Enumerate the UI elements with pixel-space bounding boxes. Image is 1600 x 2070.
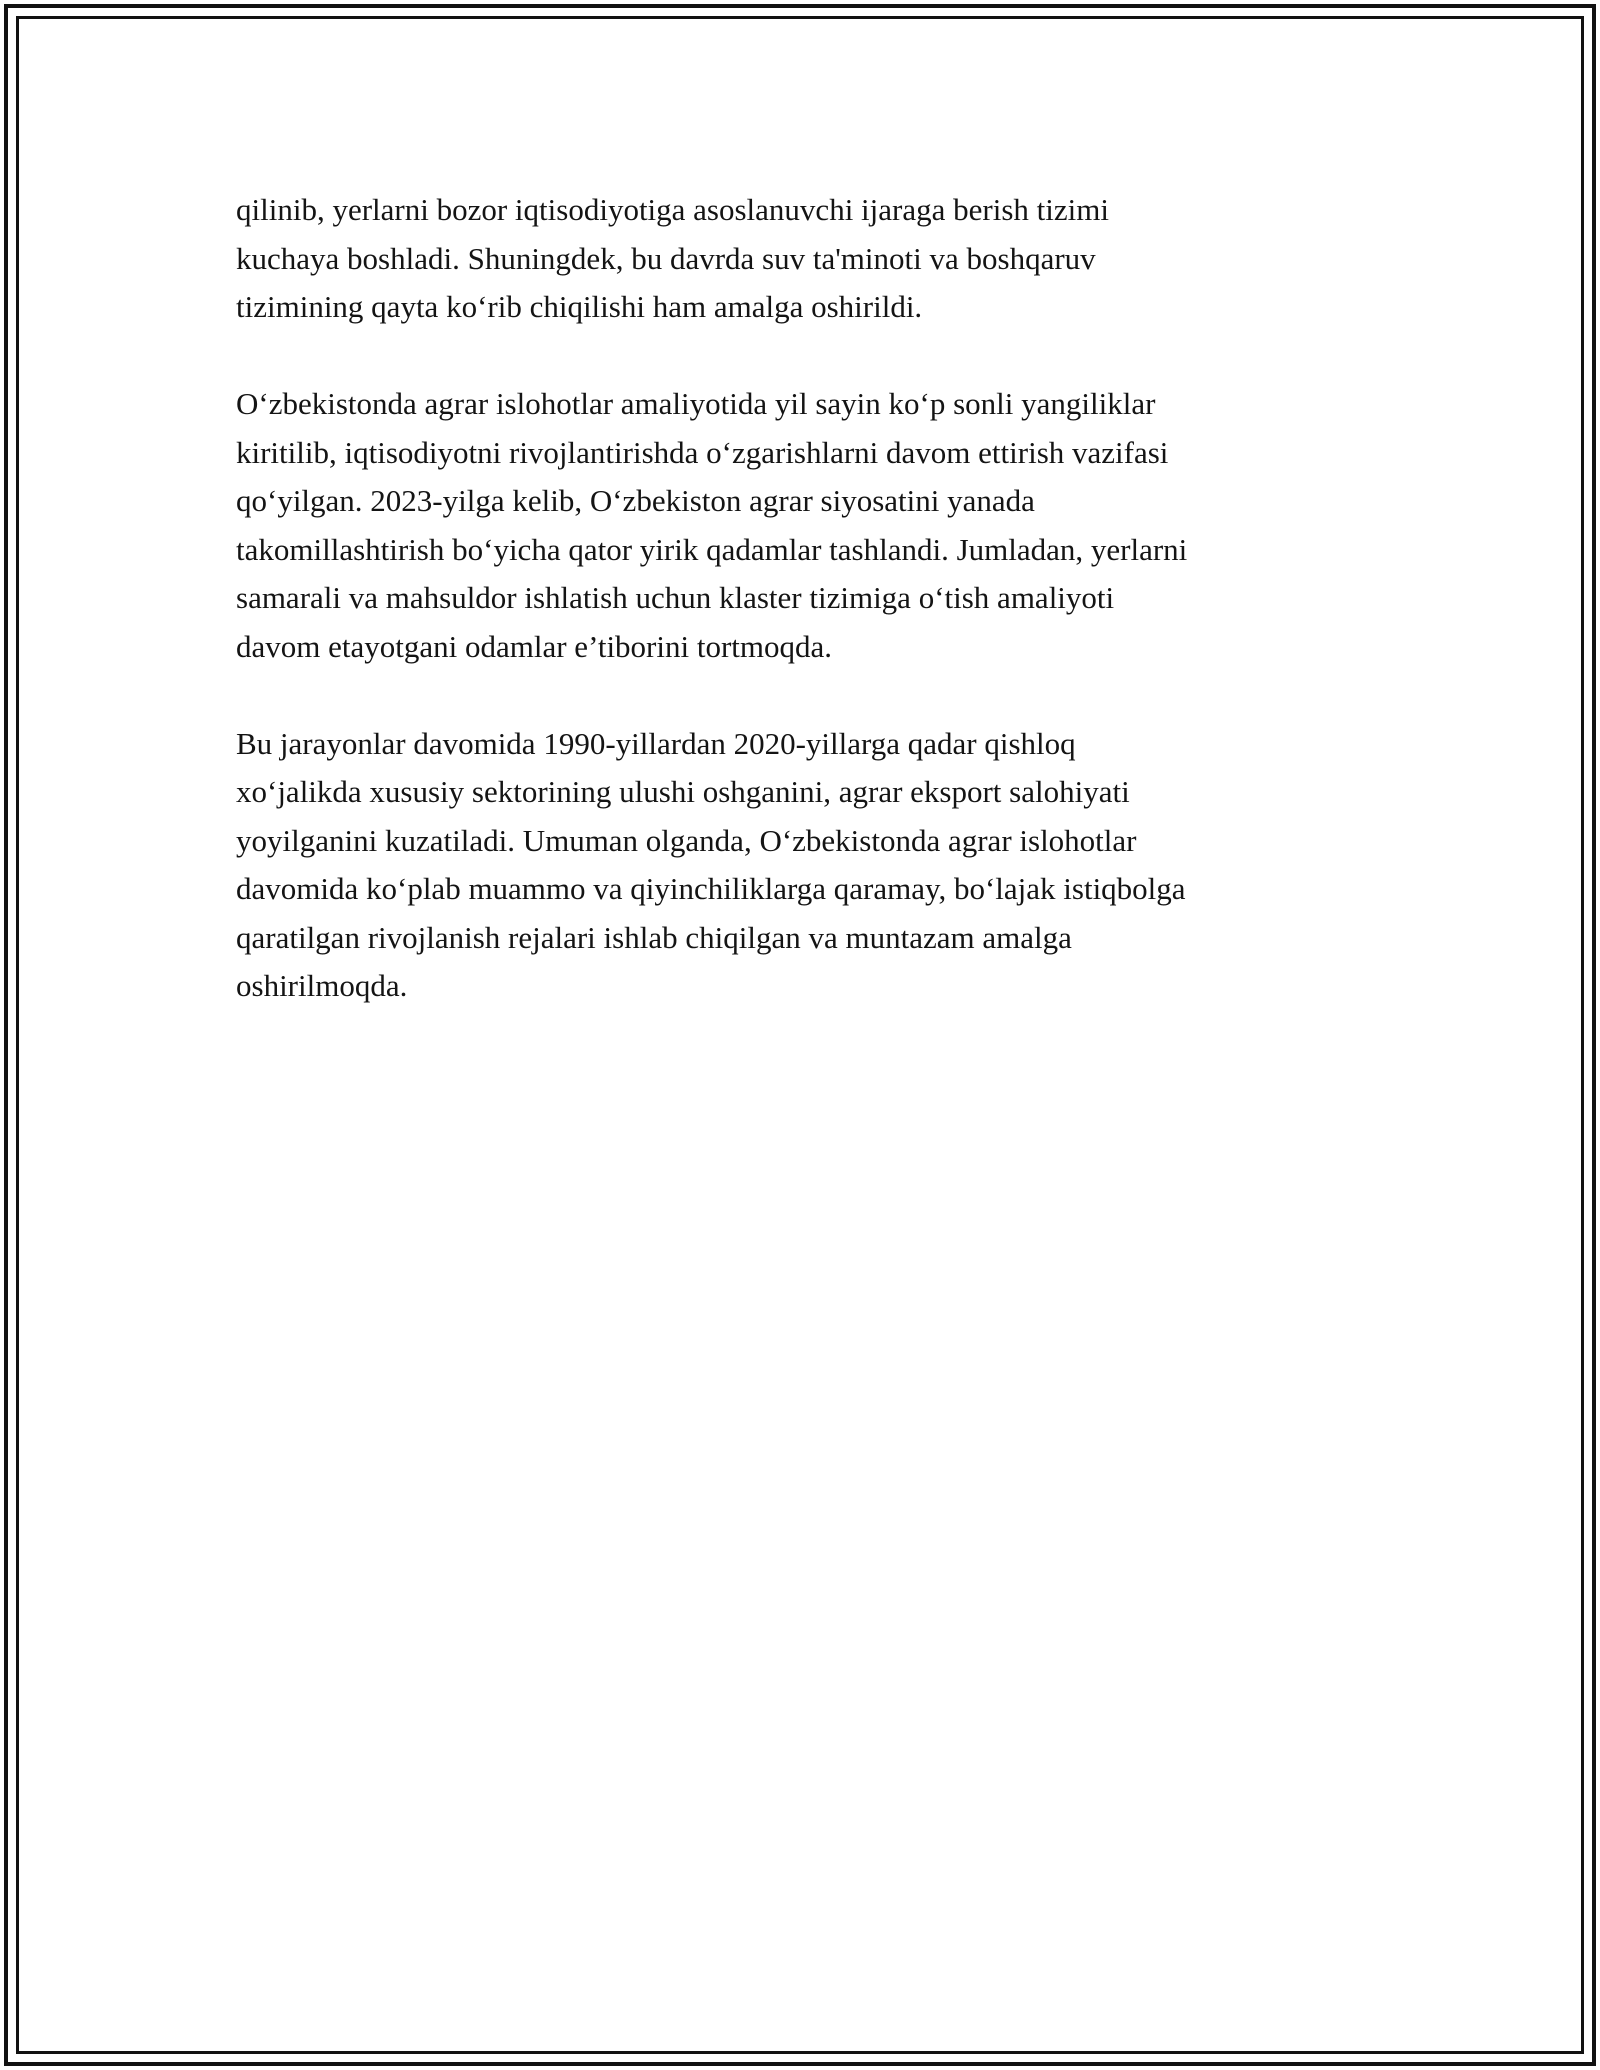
text-line: yoyilganini kuzatiladi. Umuman olganda, O‘zbekistonda agrar islohotlar	[236, 822, 1137, 858]
text-line: qo‘yilgan. 2023-yilga kelib, O‘zbekiston agrar siyosatini yanada	[236, 483, 1035, 518]
text-line: Bu jarayonlar davomida 1990-yillardan 2020-yillarga qadar qishloq	[236, 725, 1076, 761]
text-line: kiritilib, iqtisodiyotni rivojlantirishda o‘zgarishlarni davom ettirish vazifasi	[236, 434, 1169, 470]
text-line: samarali va mahsuldor ishlatish uchun klaster tizimiga o‘tish amaliyoti	[236, 580, 1115, 615]
text-line: O‘zbekistonda agrar islohotlar amaliyotida yil sayin ko‘p sonli yangiliklar	[236, 386, 1156, 421]
text-line: oshirilmoqda.	[236, 968, 408, 1003]
paragraph-3	[236, 720, 1386, 1011]
text-line: takomillashtirish bo‘yicha qator yirik qadamlar tashlandi. Jumladan, yerlarni	[236, 531, 1188, 567]
paragraph-1	[236, 186, 1386, 332]
document-body	[236, 186, 1386, 1059]
text-line: xo‘jalikda xususiy sektorining ulushi oshganini, agrar eksport salohiyati	[236, 774, 1130, 809]
paragraph-2	[236, 380, 1386, 671]
text-line: tizimining qayta ko‘rib chiqilishi ham amalga oshirildi.	[236, 289, 923, 324]
text-line: davomida ko‘plab muammo va qiyinchiliklarga qaramay, bo‘lajak istiqbolga	[236, 871, 1186, 906]
text-line: davom etayotgani odamlar e’tiborini tortmoqda.	[236, 628, 833, 664]
text-line: kuchaya boshladi. Shuningdek, bu davrda suv ta'minoti va boshqaruv	[236, 240, 1096, 276]
text-line: qaratilgan rivojlanish rejalari ishlab chiqilgan va muntazam amalga	[236, 919, 1072, 955]
text-line: qilinib, yerlarni bozor iqtisodiyotiga asoslanuvchi ijaraga berish tizimi	[236, 192, 1109, 227]
